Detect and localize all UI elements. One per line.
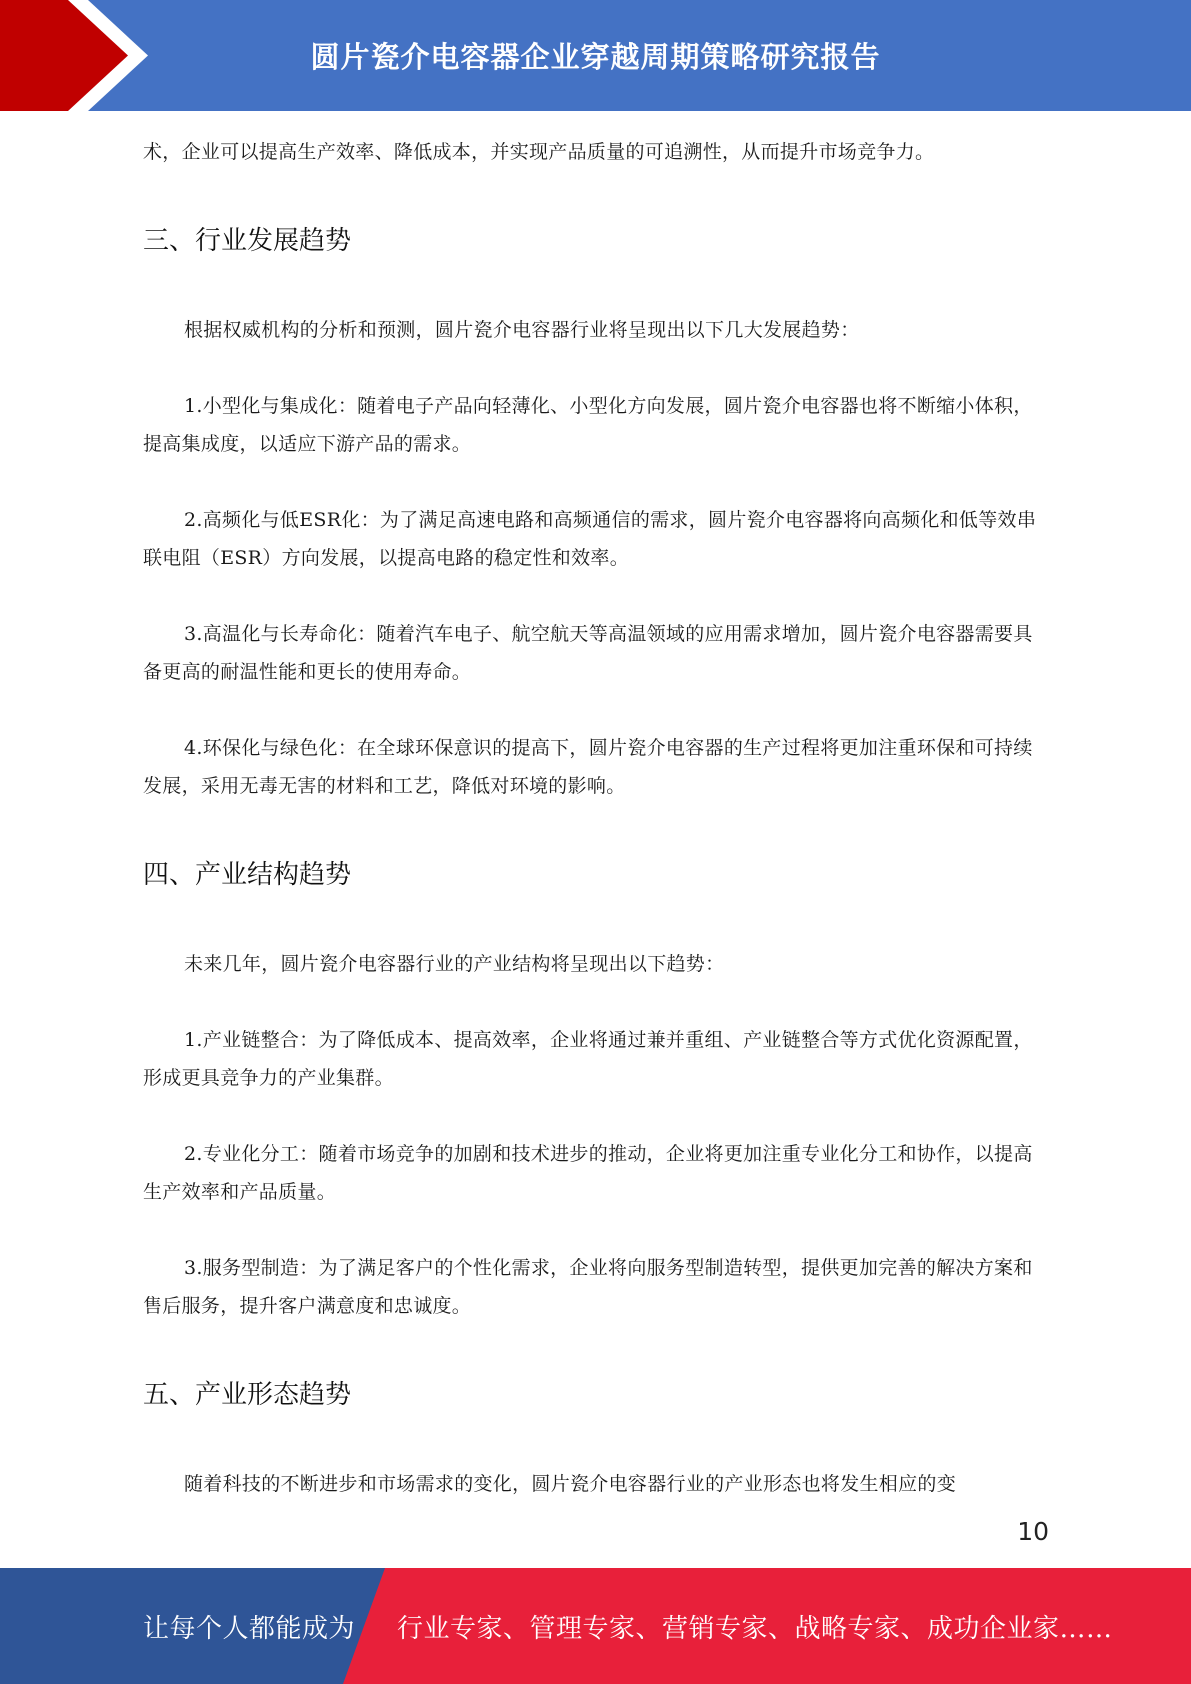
report-title: 圆片瓷介电容器企业穿越周期策略研究报告 xyxy=(310,40,881,74)
chevron-arrow-icon xyxy=(0,0,160,111)
footer-slogan-right: 行业专家、管理专家、营销专家、战略专家、成功企业家…… xyxy=(397,1613,1113,1644)
section3-item-4: 4.环保化与绿色化：在全球环保意识的提高下，圆片瓷介电容器的生产过程将更加注重环保和可持续发展，采用无毒无害的材料和工艺，降低对环境的影响。 xyxy=(143,737,1033,797)
section3-intro: 根据权威机构的分析和预测，圆片瓷介电容器行业将呈现出以下几大发展趋势： xyxy=(184,319,860,341)
section-heading-4: 四、产业结构趋势 xyxy=(143,860,352,890)
page-footer xyxy=(0,1568,1191,1684)
continued-paragraph: 术，企业可以提高生产效率、降低成本，并实现产品质量的可追溯性，从而提升市场竞争力。 xyxy=(143,141,935,163)
section4-item-1: 1.产业链整合：为了降低成本、提高效率，企业将通过兼并重组、产业链整合等方式优化资源配置，形成更具竞争力的产业集群。 xyxy=(143,1029,1033,1089)
section-heading-5: 五、产业形态趋势 xyxy=(143,1380,352,1410)
section3-item-2: 2.高频化与低ESR化：为了满足高速电路和高频通信的需求，圆片瓷介电容器将向高频化和低等效串联电阻（ESR）方向发展，以提高电路的稳定性和效率。 xyxy=(143,509,1037,569)
section3-item-1: 1.小型化与集成化：随着电子产品向轻薄化、小型化方向发展，圆片瓷介电容器也将不断缩小体积，提高集成度，以适应下游产品的需求。 xyxy=(143,395,1033,455)
section3-item-3: 3.高温化与长寿命化：随着汽车电子、航空航天等高温领域的应用需求增加，圆片瓷介电容器需要具备更高的耐温性能和更长的使用寿命。 xyxy=(143,623,1033,683)
section5-intro: 随着科技的不断进步和市场需求的变化，圆片瓷介电容器行业的产业形态也将发生相应的变 xyxy=(184,1473,957,1495)
section-heading-3: 三、行业发展趋势 xyxy=(143,226,352,256)
page-header xyxy=(0,0,1191,111)
section4-item-3: 3.服务型制造：为了满足客户的个性化需求，企业将向服务型制造转型，提供更加完善的解决方案和售后服务，提升客户满意度和忠诚度。 xyxy=(143,1257,1033,1317)
section4-intro: 未来几年，圆片瓷介电容器行业的产业结构将呈现出以下趋势： xyxy=(184,953,725,975)
footer-slogan-left: 让每个人都能成为 xyxy=(143,1613,356,1644)
page-number: 10 xyxy=(1017,1517,1049,1546)
section4-item-2: 2.专业化分工：随着市场竞争的加剧和技术进步的推动，企业将更加注重专业化分工和协作，以提高生产效率和产品质量。 xyxy=(143,1143,1033,1203)
